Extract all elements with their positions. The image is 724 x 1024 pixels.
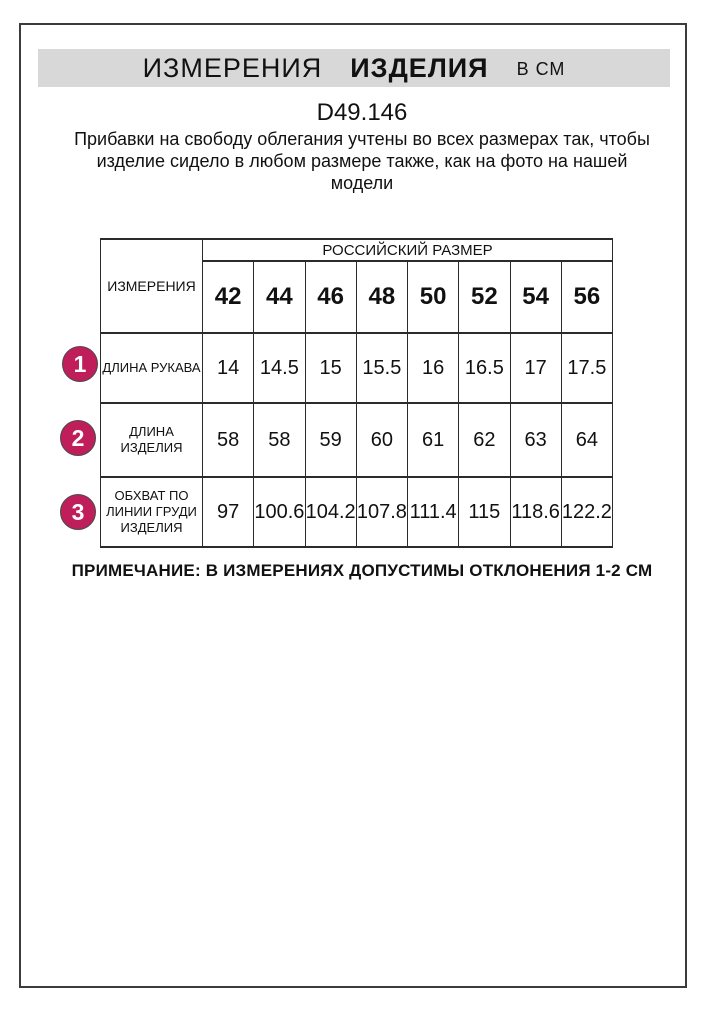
value-cell: 60 [356, 403, 407, 477]
value-cell: 61 [408, 403, 459, 477]
value-cell: 64 [561, 403, 612, 477]
title-measurements: ИЗМЕРЕНИЯ [142, 52, 323, 83]
row-number-badge-1: 1 [62, 346, 98, 382]
title-product: ИЗДЕЛИЯ [350, 52, 489, 83]
table-row-sleeve-length [101, 333, 613, 403]
size-table [100, 238, 613, 548]
size-52: 52 [459, 261, 510, 333]
value-cell: 104.2 [305, 477, 356, 547]
russian-size-header: РОССИЙСКИЙ РАЗМЕР [203, 239, 613, 261]
row-label-sleeve-length: ДЛИНА РУКАВА [101, 333, 203, 403]
value-cell: 63 [510, 403, 561, 477]
size-56: 56 [561, 261, 612, 333]
value-cell: 118.6 [510, 477, 561, 547]
value-cell: 111.4 [408, 477, 459, 547]
value-cell: 15.5 [356, 333, 407, 403]
table-header-row [101, 239, 613, 261]
value-cell: 97 [203, 477, 254, 547]
value-cell: 58 [203, 403, 254, 477]
value-cell: 14.5 [254, 333, 305, 403]
row-label-chest-girth: ОБХВАТ ПО ЛИНИИ ГРУДИ ИЗДЕЛИЯ [101, 477, 203, 547]
fit-description: Прибавки на свободу облегания учтены во всех размерах так, чтобы изделие сидело в любом размере также, как на фото на нашей модели [74, 129, 650, 194]
measurements-column-header: ИЗМЕРЕНИЯ [101, 239, 203, 333]
size-44: 44 [254, 261, 305, 333]
value-cell: 115 [459, 477, 510, 547]
size-50: 50 [408, 261, 459, 333]
size-46: 46 [305, 261, 356, 333]
size-54: 54 [510, 261, 561, 333]
row-number-badge-3: 3 [60, 494, 96, 530]
value-cell: 59 [305, 403, 356, 477]
table-row-item-length [101, 403, 613, 477]
title-bar [38, 49, 670, 87]
value-cell: 16.5 [459, 333, 510, 403]
value-cell: 122.2 [561, 477, 612, 547]
value-cell: 14 [203, 333, 254, 403]
value-cell: 16 [408, 333, 459, 403]
value-cell: 17.5 [561, 333, 612, 403]
row-label-item-length: ДЛИНА ИЗДЕЛИЯ [101, 403, 203, 477]
row-number-badge-2: 2 [60, 420, 96, 456]
value-cell: 58 [254, 403, 305, 477]
tolerance-note: ПРИМЕЧАНИЕ: В ИЗМЕРЕНИЯХ ДОПУСТИМЫ ОТКЛОНЕНИЯ 1-2 СМ [71, 561, 653, 580]
product-code: D49.146 [316, 99, 408, 126]
size-48: 48 [356, 261, 407, 333]
title-units: В СМ [516, 59, 566, 79]
value-cell: 62 [459, 403, 510, 477]
value-cell: 100.6 [254, 477, 305, 547]
value-cell: 17 [510, 333, 561, 403]
table-row-chest-girth [101, 477, 613, 547]
value-cell: 107.8 [356, 477, 407, 547]
size-42: 42 [203, 261, 254, 333]
value-cell: 15 [305, 333, 356, 403]
